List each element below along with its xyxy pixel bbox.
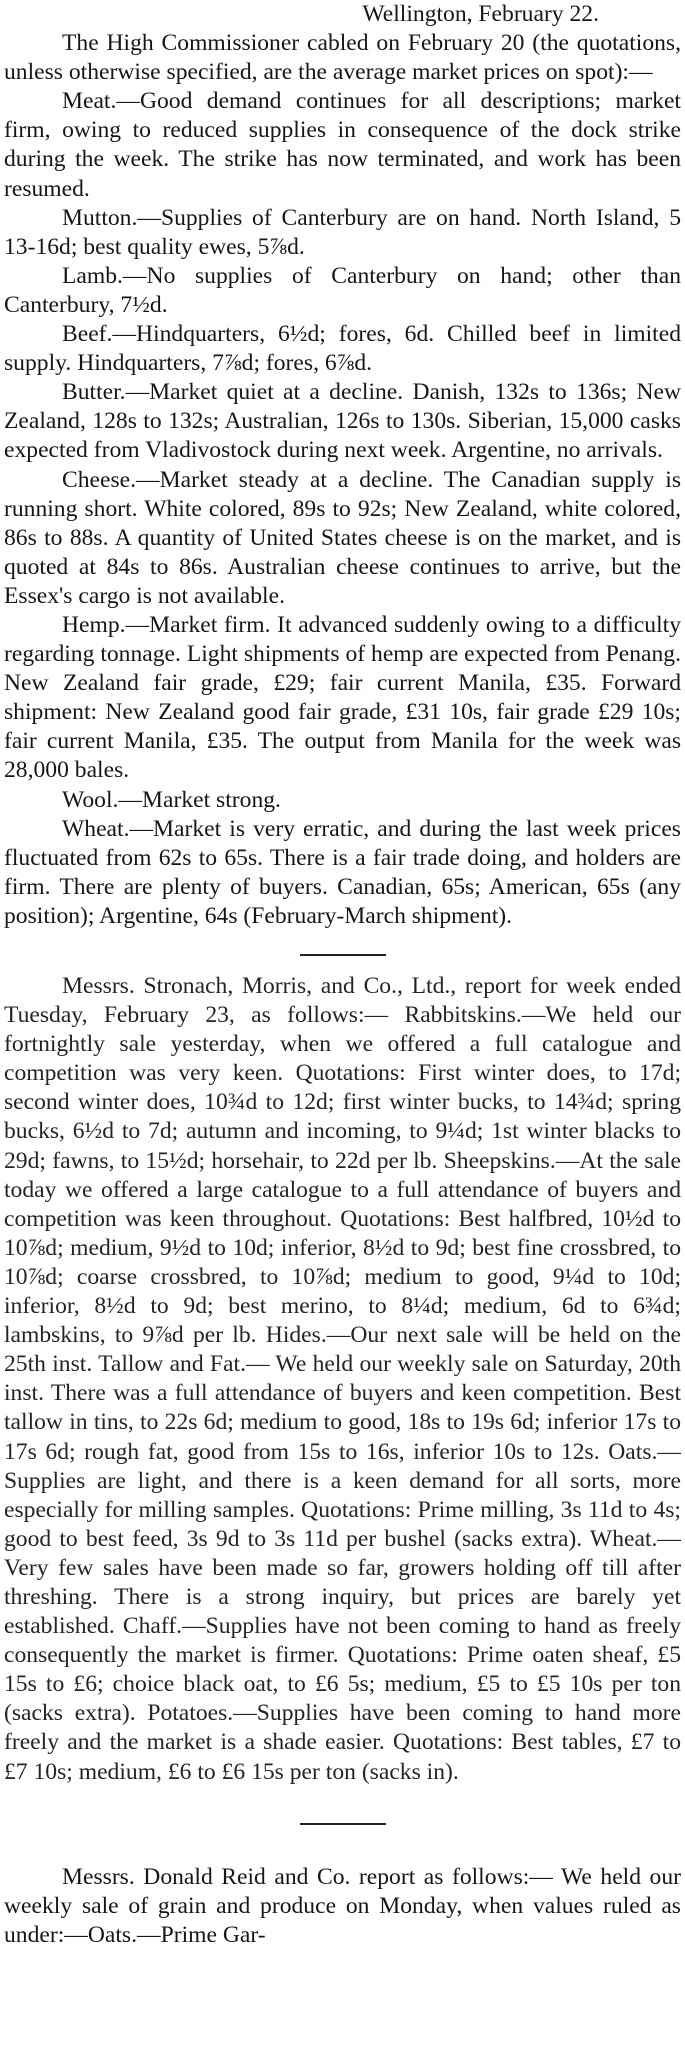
hemp-report: Hemp.—Market firm. It advanced suddenly owing to a difficulty regarding tonnage. Light shipments of hemp are expected from Penang. New Zealand fair grade, £29; fair current Manila, £35. Forward shipment: New Zealand good fair grade, £31 10s, fair grade £29 10s; fair current Manila, £35. The output from Manila for the week was 28,000 bales. [4,611,681,784]
beef-report: Beef.—Hindquarters, 6½d; fores, 6d. Chilled beef in limited supply. Hindquarters, 7⅞d; fores, 6⅞d. [4,321,681,377]
lamb-report: Lamb.—No supplies of Canterbury on hand; other than Canterbury, 7½d. [4,262,681,318]
commissioner-cable-section [4,0,681,931]
mutton-report: Mutton.—Supplies of Canterbury are on hand. North Island, 5 13-16d; best quality ewes, 5⅞d. [4,204,681,260]
section-divider [300,1823,386,1825]
wool-report: Wool.—Market strong. [62,786,281,813]
donald-reid-report-section [4,1863,681,1950]
dateline: Wellington, February 22. [362,1,599,27]
cheese-report: Cheese.—Market steady at a decline. The Canadian supply is running short. White colored, 89s to 92s; New Zealand, white colored, 86s to 88s. A quantity of United States cheese is on the market, and is quoted at 84s to 86s. Australian cheese continues to arrive, but the Essex's cargo is not available. [4,466,681,609]
cable-intro: The High Commissioner cabled on February 20 (the quotations, unless otherwise specified, are the average market prices on spot):— [4,30,681,86]
butter-report: Butter.—Market quiet at a decline. Danish, 132s to 136s; New Zealand, 128s to 132s; Australian, 126s to 130s. Siberian, 15,000 casks expected from Vladivostock during next week. Argentine, no arrivals. [4,379,681,464]
meat-report: Meat.—Good demand continues for all descriptions; market firm, owing to reduced supplies in consequence of the dock strike during the week. The strike has now terminated, and work has been resumed. [4,88,681,202]
stronach-morris-report-section [4,972,681,1787]
stronach-morris-report: Messrs. Stronach, Morris, and Co., Ltd., report for week ended Tuesday, February 23, as follows:— Rabbitskins.—We held our fortnightly sale yesterday, when we offered a full catalogue and competition was very keen. Quotations: First winter does, to 17d; second winter does, 10¾d to 12d; first winter bucks, to 14¾d; spring bucks, 6½d to 7d; autumn and incoming, to 9¼d; 1st winter blacks to 29d; fawns, to 15½d; horsehair, to 22d per lb. Sheepskins.—At the sale today we offered a large catalogue to a full attendance of buyers and competition was keen throughout. Quotations: Best halfbred, 10½d to 10⅞d; medium, 9½d to 10d; inferior, 8½d to 9d; best fine crossbred, to 10⅞d; coarse crossbred, to 10⅞d; medium to good, 9¼d to 10d; inferior, 8½d to 9d; best merino, to 8¼d; medium, 6d to 6¾d; lambskins, to 9⅞d per lb. Hides.—Our next sale will be held on the 25th inst. Tallow and Fat.— We held our weekly sale on Saturday, 20th inst. There was a full attendance of buyers and keen competition. Best tallow in tins, to 22s 6d; medium to good, 18s to 19s 6d; inferior 17s to 17s 6d; rough fat, good from 15s to 16s, inferior 10s to 12s. Oats.—Supplies are light, and there is a keen demand for all sorts, more especially for milling samples. Quotations: Prime milling, 3s 11d to 4s; good to best feed, 3s 9d to 3s 11d per bushel (sacks extra). Wheat.—Very few sales have been made so far, growers holding off till after threshing. There is a strong inquiry, but prices are barely yet established. Chaff.—Supplies have not been coming to hand as freely consequently the market is firmer. Quotations: Prime oaten sheaf, £5 15s to £6; choice black oat, to £6 5s; medium, £5 to £5 10s per ton (sacks extra). Potatoes.—Supplies have been coming to hand more freely and the market is a shade easier. Quotations: Best tables, £7 to £7 10s; medium, £6 to £6 15s per ton (sacks in). [4,973,681,1785]
wheat-report: Wheat.—Market is very erratic, and during the last week prices fluctuated from 62s to 65s. There is a fair trade doing, and holders are firm. There are plenty of buyers. Canadian, 65s; American, 65s (any position); Argentine, 64s (February-March shipment). [4,815,681,929]
section-divider [300,954,386,956]
donald-reid-report: Messrs. Donald Reid and Co. report as follows:— We held our weekly sale of grain and produce on Monday, when values ruled as under:—Oats.—Prime Gar- [4,1863,681,1948]
